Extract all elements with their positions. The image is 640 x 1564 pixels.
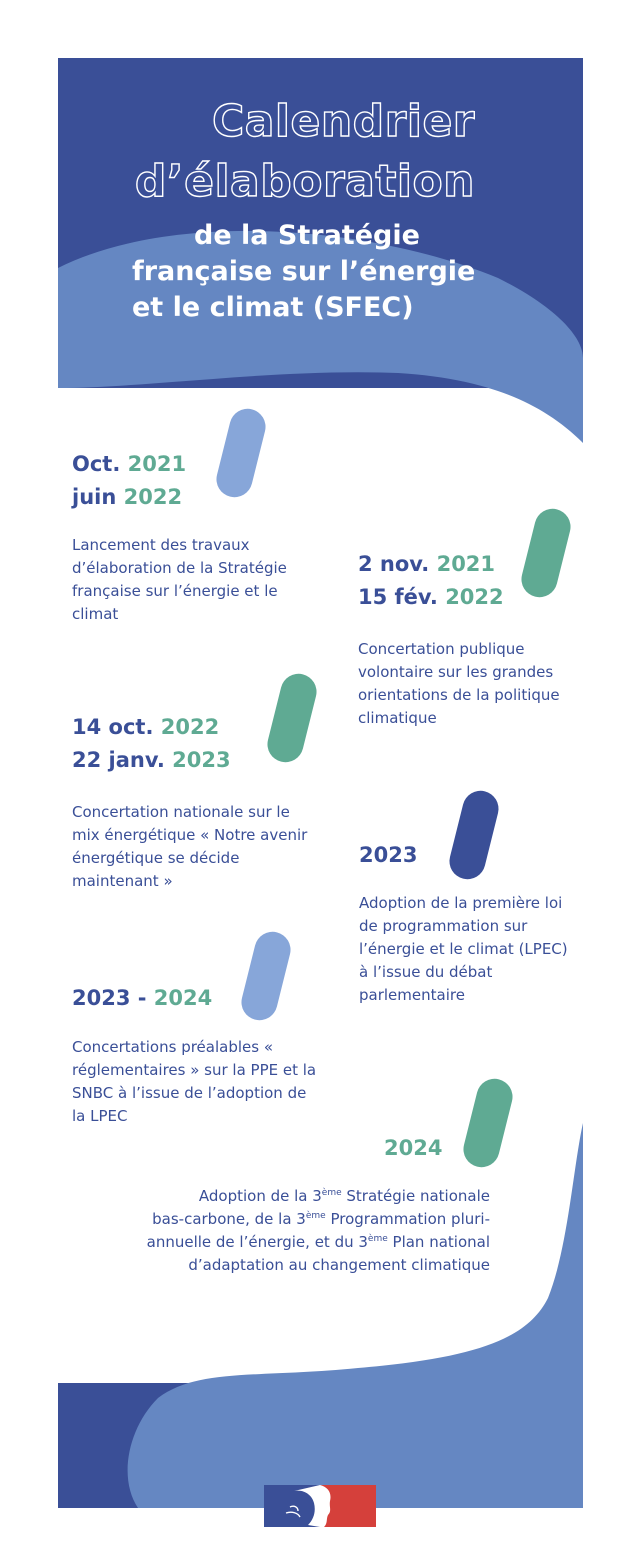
date-item-5: 2023 - 2024 bbox=[72, 986, 213, 1010]
infographic-card bbox=[58, 58, 583, 1508]
date-item-3: 14 oct. 2022 22 janv. 2023 bbox=[72, 715, 231, 772]
logo-blue-panel bbox=[264, 1485, 320, 1527]
title-line-2: d’élaboration bbox=[134, 156, 475, 207]
logo-red-panel bbox=[320, 1485, 376, 1527]
date-item-6: 2024 bbox=[384, 1136, 443, 1160]
marianne-icon bbox=[264, 1485, 320, 1527]
subtitle-line-3: et le climat (SFEC) bbox=[132, 292, 414, 323]
marianne-profile-icon bbox=[320, 1485, 376, 1527]
subtitle-line-1: de la Stratégie bbox=[194, 220, 420, 251]
desc-item-4: Adoption de la première loi de programmation sur l’énergie et le climat (LPEC) à l’issue du débat parlementaire bbox=[359, 894, 568, 1004]
title-line-1: Calendrier bbox=[211, 96, 475, 147]
marianne-logo bbox=[264, 1485, 376, 1527]
desc-item-5: Concertations préalables « réglementaires » sur la PPE et la SNBC à l’issue de l’adoption de la LPEC bbox=[72, 1038, 317, 1125]
subtitle bbox=[132, 218, 552, 326]
desc-item-1: Lancement des travaux d’élaboration de la Stratégie française sur l’énergie et le climat bbox=[72, 536, 287, 623]
date-item-4: 2023 bbox=[359, 843, 418, 867]
date-item-1: Oct. 2021 juin 2022 bbox=[72, 452, 187, 509]
subtitle-line-2: française sur l’énergie bbox=[132, 256, 476, 287]
footer-wave bbox=[128, 1123, 583, 1508]
desc-item-3: Concertation nationale sur le mix énergétique « Notre avenir énergétique se décide maintenant » bbox=[72, 803, 308, 890]
desc-item-2: Concertation publique volontaire sur les grandes orientations de la politique climatique bbox=[358, 640, 560, 727]
desc-item-6: Adoption de la 3ème Stratégie nationale bas-carbone, de la 3ème Programmation pluri- annuelle de l’énergie, et du 3ème Plan national d’adaptation au changement climatique bbox=[146, 1187, 490, 1274]
date-item-2: 2 nov. 2021 15 fév. 2022 bbox=[358, 552, 504, 609]
